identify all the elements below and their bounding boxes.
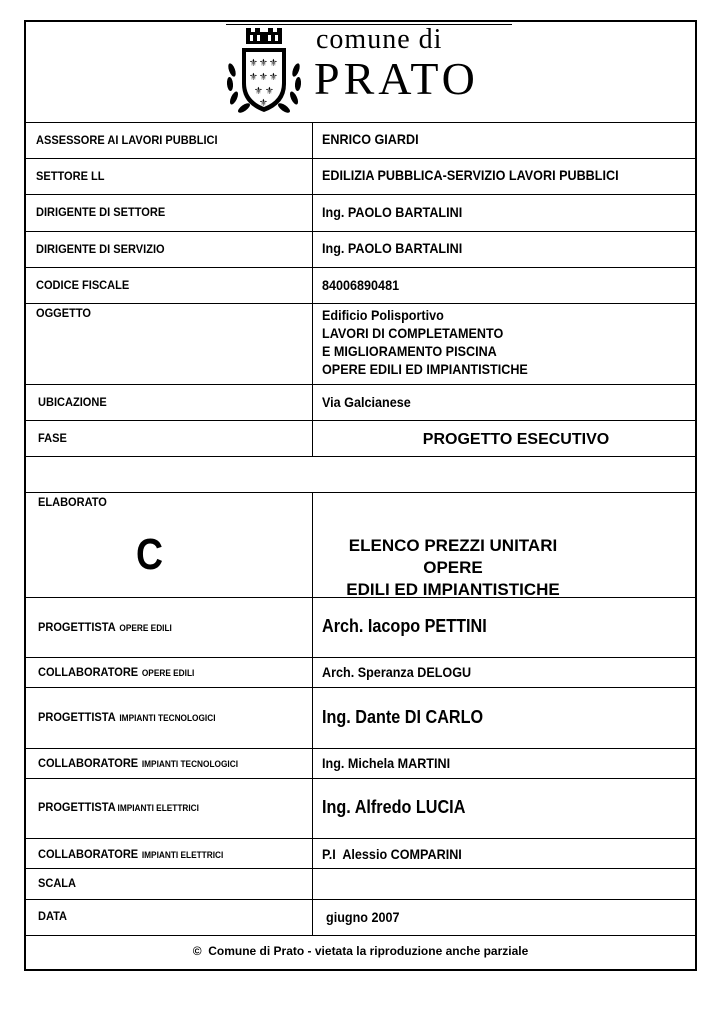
label-progettista-tecnologici [38,710,216,724]
label-assessore: ASSESSORE AI LAVORI PUBBLICI [36,133,218,147]
svg-text:⚜: ⚜ [254,86,263,97]
value-progettista-edili: Arch. Iacopo PETTINI [322,616,487,636]
value-data: giugno 2007 [326,909,400,925]
label-oggetto: OGGETTO [36,306,92,320]
row-divider [26,122,695,123]
row-divider [26,657,695,658]
row-divider [26,838,695,839]
role-sub: IMPIANTI TECNOLOGICI [119,713,216,723]
column-divider [312,122,313,456]
role-sub: OPERE EDILI [119,623,172,633]
logo-line-1: comune di [316,24,443,55]
row-divider [26,158,695,159]
header [26,22,695,122]
row-divider [26,384,695,385]
value-collaboratore-tecnologici: Ing. Michela MARTINI [322,755,451,771]
label-progettista-elettrici [38,800,199,814]
value-ubicazione: Via Galcianese [322,394,411,410]
label-dirigente-servizio: DIRIGENTE DI SERVIZIO [36,242,165,256]
value-dirigente-servizio: Ing. PAOLO BARTALINI [322,240,463,256]
row-divider [26,194,695,195]
label-scala: SCALA [38,876,77,890]
role-label: COLLABORATORE [38,665,139,679]
svg-text:⚜: ⚜ [249,58,258,69]
label-progettista-edili [38,620,172,634]
title-block [24,20,697,971]
row-divider [26,935,695,936]
label-settore: SETTORE LL [36,169,105,183]
svg-text:⚜: ⚜ [269,58,278,69]
elaborato-title-line: EDILI ED IMPIANTISTICHE [346,580,560,599]
role-label: COLLABORATORE [38,847,139,861]
column-divider [312,492,313,935]
label-elaborato: ELABORATO [38,495,107,509]
role-label: PROGETTISTA [38,710,116,724]
svg-text:⚜: ⚜ [259,72,268,83]
value-assessore: ENRICO GIARDI [322,131,419,147]
elaborato-title [328,535,578,601]
row-divider [26,687,695,688]
value-settore: EDILIZIA PUBBLICA-SERVIZIO LAVORI PUBBLICI [322,167,619,183]
label-collaboratore-tecnologici [38,756,238,770]
logo-line-2: PRATO [314,53,479,104]
oggetto-line: LAVORI DI COMPLETAMENTO [322,325,504,341]
row-divider [26,868,695,869]
svg-text:⚜: ⚜ [259,98,268,109]
label-ubicazione: UBICAZIONE [38,395,107,409]
svg-text:⚜: ⚜ [259,58,268,69]
oggetto-line: E MIGLIORAMENTO PISCINA [322,343,497,359]
label-dirigente-settore: DIRIGENTE DI SETTORE [36,205,166,219]
value-oggetto [322,306,528,378]
row-divider [26,492,695,493]
value-fase: PROGETTO ESECUTIVO [422,431,610,448]
elaborato-letter: C [136,530,164,579]
row-divider [26,267,695,268]
value-progettista-elettrici: Ing. Alfredo LUCIA [322,797,466,817]
svg-text:⚜: ⚜ [269,72,278,83]
value-collaboratore-edili: Arch. Speranza DELOGU [322,664,472,680]
oggetto-line: Edificio Polisportivo [322,307,444,323]
row-divider [26,303,695,304]
role-sub: IMPIANTI TECNOLOGICI [141,759,238,769]
row-divider [26,231,695,232]
label-codice-fiscale: CODICE FISCALE [36,278,130,292]
value-collaboratore-elettrici: P.I Alessio COMPARINI [322,846,462,862]
label-collaboratore-elettrici [38,847,223,861]
label-fase: FASE [38,431,67,445]
value-codice-fiscale: 84006890481 [322,277,400,293]
row-divider [26,456,695,457]
row-divider [26,899,695,900]
svg-text:⚜: ⚜ [249,72,258,83]
label-data: DATA [38,909,68,923]
value-dirigente-settore: Ing. PAOLO BARTALINI [322,204,463,220]
row-divider [26,778,695,779]
role-sub: OPERE EDILI [141,668,195,678]
comune-di-prato-crest-icon [222,26,306,118]
label-collaboratore-edili [38,665,194,679]
copyright-footer: © Comune di Prato - vietata la riproduzione anche parziale [192,944,529,958]
role-sub: IMPIANTI ELETTRICI [141,850,224,860]
value-progettista-tecnologici: Ing. Dante DI CARLO [322,707,484,727]
elaborato-title-line: ELENCO PREZZI UNITARI OPERE [348,536,558,577]
svg-text:⚜: ⚜ [265,86,274,97]
row-divider [26,748,695,749]
role-label: PROGETTISTA [38,620,116,634]
oggetto-line: OPERE EDILI ED IMPIANTISTICHE [322,361,528,377]
role-label: PROGETTISTA [38,800,116,814]
role-label: COLLABORATORE [38,756,139,770]
row-divider [26,420,695,421]
role-sub: IMPIANTI ELETTRICI [117,803,199,813]
